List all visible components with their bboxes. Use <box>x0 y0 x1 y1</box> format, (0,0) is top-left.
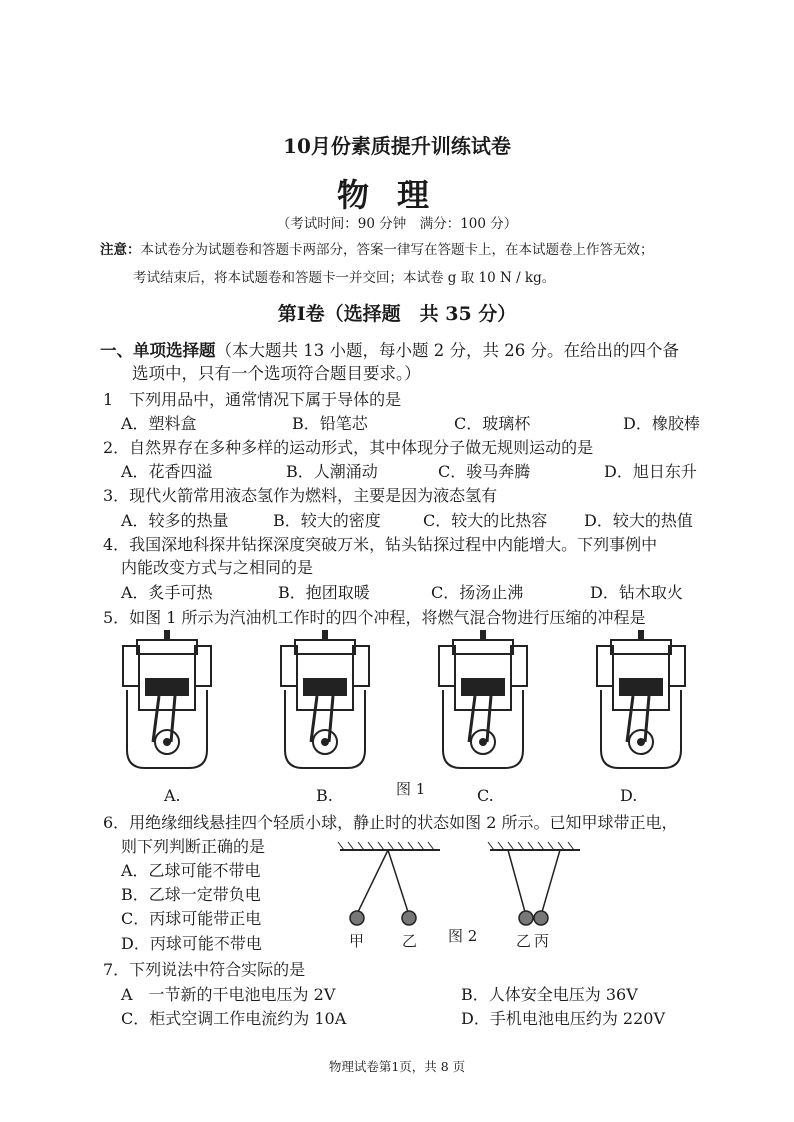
figure-2-pendulums <box>330 840 640 935</box>
part-desc-2: 选项中，只有一个选项符合题目要求。） <box>132 364 421 383</box>
part-heading <box>100 337 679 361</box>
q1-option-a: A．塑料盒 <box>121 414 197 433</box>
q7-option-b: B．人体安全电压为 36V <box>461 985 638 1004</box>
page-footer: 物理试卷第1页，共 8 页 <box>328 1059 466 1074</box>
subject-title: 物理 <box>336 176 457 214</box>
q2-option-a: A．花香四溢 <box>121 462 213 481</box>
notice-label: 注意： <box>100 242 141 258</box>
exam-title: 10月份素质提升训练试卷 <box>283 134 511 158</box>
q5-option-c: C. <box>477 786 494 805</box>
question-1-stem: 1 下列用品中，通常情况下属于导体的是 <box>103 390 402 409</box>
question-4-stem-2: 内能改变方式与之相同的是 <box>121 558 314 577</box>
q4-option-a: A．炙手可热 <box>121 583 213 602</box>
notice-line-2: 考试结束后，将本试题卷和答题卡一并交回；本试卷 g 取 10 N / kg。 <box>133 270 556 286</box>
q5-option-d: D. <box>620 786 638 805</box>
q1-option-c: C．玻璃杯 <box>454 414 531 433</box>
q6-option-c: C．丙球可能带正电 <box>121 909 262 928</box>
q1-option-b: B．铅笔芯 <box>292 414 368 433</box>
engine-d-icon <box>597 630 685 768</box>
q4-option-d: D．钻木取火 <box>590 583 683 602</box>
q1-option-d: D．橡胶棒 <box>623 414 700 433</box>
part-label: 一、单项选择题 <box>100 341 216 360</box>
part-desc-1: （本大题共 13 小题，每小题 2 分，共 26 分。在给出的四个备 <box>215 341 679 360</box>
q7-option-d: D．手机电池电压约为 220V <box>461 1009 666 1028</box>
question-6-stem: 6．用绝缘细线悬挂四个轻质小球，静止时的状态如图 2 所示。已知甲球带正电， <box>103 813 678 832</box>
q5-option-a: A. <box>164 786 181 805</box>
ball-yi-2-icon <box>519 911 533 925</box>
ball-jia-icon <box>350 911 364 925</box>
exam-meta: （考试时间：90 分钟 满分：100 分） <box>276 216 518 232</box>
figure-2-caption: 图 2 <box>448 927 478 945</box>
ball-label-bing: 丙 <box>534 932 550 950</box>
section-title: 第Ⅰ卷（选择题 共 35 分） <box>277 303 517 325</box>
q4-option-c: C．扬汤止沸 <box>431 583 524 602</box>
question-4-stem: 4．我国深地科探井钻探深度突破万米，钻头钻探过程中内能增大。下列事例中 <box>103 535 658 554</box>
question-7-stem: 7．下列说法中符合实际的是 <box>103 960 306 979</box>
q7-option-a: A 一节新的干电池电压为 2V <box>121 985 336 1004</box>
q3-option-b: B．较大的密度 <box>273 511 381 530</box>
question-3-stem: 3．现代火箭常用液态氢作为燃料，主要是因为液态氢有 <box>103 486 498 505</box>
q2-option-c: C．骏马奔腾 <box>438 462 531 481</box>
q7-option-c: C．柜式空调工作电流约为 10A <box>121 1009 347 1028</box>
q6-option-a: A．乙球可能不带电 <box>121 861 261 880</box>
ball-bing-icon <box>534 911 548 925</box>
q6-option-d: D．丙球可能不带电 <box>121 934 262 953</box>
engine-c-icon <box>439 630 527 768</box>
q2-option-b: B．人潮涌动 <box>286 462 378 481</box>
question-5-stem: 5．如图 1 所示为汽油机工作时的四个冲程，将燃气混合物进行压缩的冲程是 <box>103 608 646 627</box>
ball-label-jia: 甲 <box>349 932 365 950</box>
q3-option-a: A．较多的热量 <box>121 511 229 530</box>
figure-1-caption: 图 1 <box>396 780 426 798</box>
q2-option-d: D．旭日东升 <box>604 462 697 481</box>
notice-text-1: 本试卷分为试题卷和答题卡两部分，答案一律写在答题卡上，在本试题卷上作答无效； <box>140 242 654 258</box>
q3-option-c: C．较大的比热容 <box>423 511 548 530</box>
notice-line-1 <box>100 238 654 258</box>
q3-option-d: D．较大的热值 <box>584 511 693 530</box>
question-6-stem-2: 则下列判断正确的是 <box>121 837 266 856</box>
question-2-stem: 2．自然界存在多种多样的运动形式，其中体现分子做无规则运动的是 <box>103 438 594 457</box>
figure-1-engines <box>100 630 720 775</box>
ball-yi-icon <box>402 911 416 925</box>
ball-label-yi: 乙 <box>402 932 418 950</box>
ball-label-yi-2: 乙 <box>516 932 532 950</box>
q4-option-b: B．抱团取暖 <box>278 583 370 602</box>
engine-a-icon <box>123 630 211 768</box>
q5-option-b: B. <box>316 786 333 805</box>
engine-b-icon <box>281 630 369 768</box>
q6-option-b: B．乙球一定带负电 <box>121 885 261 904</box>
